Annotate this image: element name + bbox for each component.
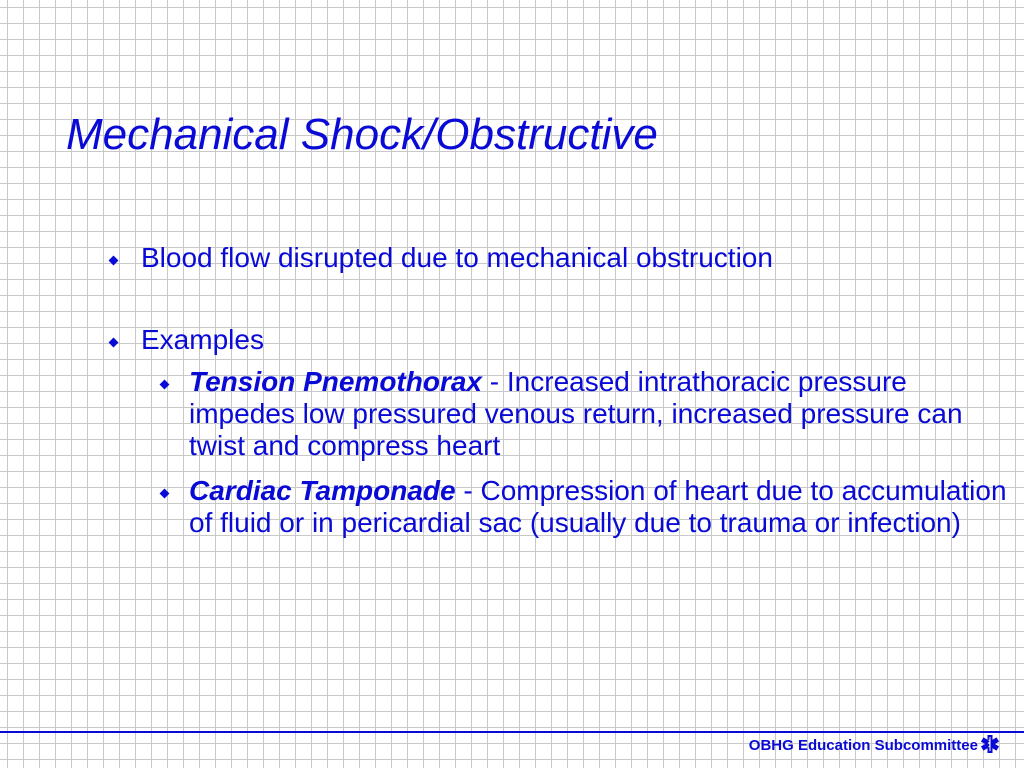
bullet-diamond-icon <box>109 256 119 266</box>
sub-bullet-description: - Compression of heart due to accumulation of fluid or in pericardial sac (usually due to trauma or infection) <box>189 475 1007 538</box>
bullet-item: Examples <box>141 324 264 355</box>
footer-divider <box>0 731 1024 733</box>
bullet-diamond-icon <box>109 338 119 348</box>
sub-bullet-diamond-icon <box>160 489 170 499</box>
sub-bullet-description: - Increased intrathoracic pressure impedes low pressured venous return, increased pressure can twist and compress heart <box>189 366 963 461</box>
star-of-life-icon <box>980 734 1000 754</box>
footer-text: OBHG Education Subcommittee <box>748 737 978 754</box>
sub-bullet-term: Tension Pnemothorax <box>189 366 483 397</box>
sub-bullet-item <box>189 366 1009 462</box>
sub-bullet-diamond-icon <box>160 380 170 390</box>
sub-bullet-term: Cardiac Tamponade <box>189 475 456 506</box>
sub-bullet-item <box>189 475 1009 539</box>
bullet-item: Blood flow disrupted due to mechanical obstruction <box>141 242 773 273</box>
slide-title: Mechanical Shock/Obstructive <box>66 110 658 159</box>
